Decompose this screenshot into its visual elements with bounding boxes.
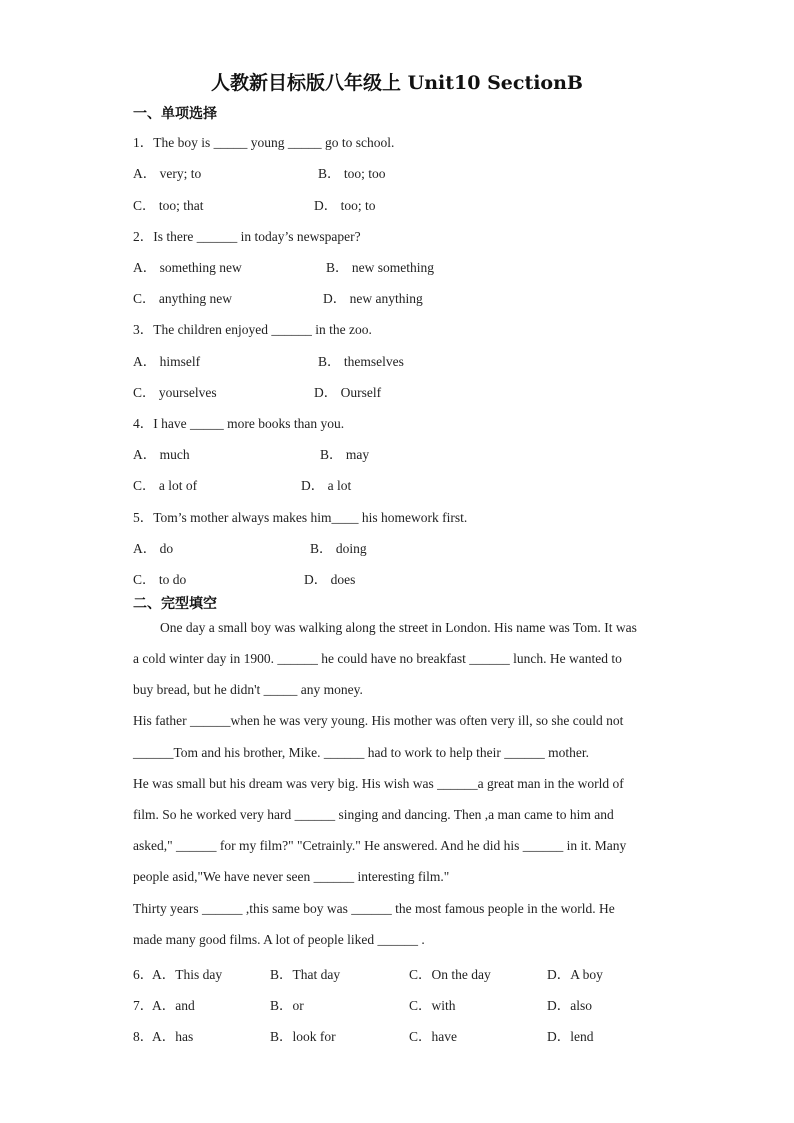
- cloze-7-option-c: C．with: [409, 998, 456, 1013]
- question-5-option-a: A． do: [133, 541, 174, 556]
- cloze-7-number: 7．: [133, 998, 154, 1013]
- cloze-8-option-c: C．have: [409, 1029, 457, 1044]
- passage-line: Thirty years ______ ,this same boy was ______ the most famous people in the world. He: [133, 901, 615, 916]
- question-5-option-b: B． doing: [310, 541, 367, 556]
- cloze-6-option-c: C．On the day: [409, 967, 491, 982]
- question-3-stem: 3．The children enjoyed ______ in the zoo.: [133, 322, 372, 337]
- section-heading-single-choice: 一、单项选择: [133, 106, 217, 122]
- question-4-option-b: B． may: [320, 447, 370, 462]
- question-3-option-c: C． yourselves: [133, 385, 217, 400]
- question-2-option-c: C． anything new: [133, 291, 232, 306]
- cloze-7-option-b: B．or: [270, 998, 304, 1013]
- question-5-option-c: C． to do: [133, 572, 187, 587]
- passage-line: asked," ______ for my film?" "Cetrainly." He answered. And he did his ______ in it. Many: [133, 838, 627, 853]
- question-4-stem: 4．I have _____ more books than you.: [133, 416, 345, 431]
- cloze-8-number: 8．: [133, 1029, 154, 1044]
- question-4-option-d: D． a lot: [301, 478, 352, 493]
- cloze-6-option-a: A．This day: [152, 967, 223, 982]
- question-1-option-a: A． very; to: [133, 166, 202, 181]
- question-5-option-d: D． does: [304, 572, 356, 587]
- question-4-option-c: C． a lot of: [133, 478, 198, 493]
- passage-line: people asid,"We have never seen ______ interesting film.": [133, 869, 450, 884]
- passage-line: a cold winter day in 1900. ______ he could have no breakfast ______ lunch. He wanted to: [133, 651, 622, 666]
- passage-line: buy bread, but he didn't _____ any money.: [133, 682, 363, 697]
- cloze-8-option-b: B．look for: [270, 1029, 336, 1044]
- question-1-option-b: B． too; too: [318, 166, 386, 181]
- cloze-7-option-a: A．and: [152, 998, 195, 1013]
- passage-line: made many good films. A lot of people liked ______ .: [133, 932, 425, 947]
- question-2-option-d: D． new anything: [323, 291, 423, 306]
- passage-line: ______Tom and his brother, Mike. ______ had to work to help their ______ mother.: [133, 745, 589, 760]
- question-3-option-b: B． themselves: [318, 354, 404, 369]
- question-2-option-a: A． something new: [133, 260, 242, 275]
- passage-line: One day a small boy was walking along the street in London. His name was Tom. It was: [160, 620, 637, 635]
- question-5-stem: 5．Tom’s mother always makes him____ his homework first.: [133, 510, 468, 525]
- cloze-6-option-b: B．That day: [270, 967, 341, 982]
- question-3-option-d: D． Ourself: [314, 385, 382, 400]
- cloze-6-option-d: D．A boy: [547, 967, 603, 982]
- cloze-6-number: 6．: [133, 967, 154, 982]
- page-title: 人教新目标版八年级上 Unit10 SectionB: [211, 72, 583, 94]
- question-1-stem: 1．The boy is _____ young _____ go to school.: [133, 135, 395, 150]
- question-4-option-a: A． much: [133, 447, 190, 462]
- question-2-stem: 2．Is there ______ in today’s newspaper?: [133, 229, 361, 244]
- passage-line: film. So he worked very hard ______ singing and dancing. Then ,a man came to him and: [133, 807, 614, 822]
- question-2-option-b: B． new something: [326, 260, 434, 275]
- cloze-7-option-d: D．also: [547, 998, 592, 1013]
- passage-line: His father ______when he was very young. His mother was often very ill, so she could not: [133, 713, 624, 728]
- section-heading-cloze: 二、完型填空: [133, 596, 217, 612]
- passage-line: He was small but his dream was very big. His wish was ______a great man in the world of: [133, 776, 624, 791]
- question-1-option-d: D． too; to: [314, 198, 376, 213]
- question-3-option-a: A． himself: [133, 354, 201, 369]
- question-1-option-c: C． too; that: [133, 198, 204, 213]
- cloze-8-option-d: D．lend: [547, 1029, 594, 1044]
- cloze-8-option-a: A．has: [152, 1029, 194, 1044]
